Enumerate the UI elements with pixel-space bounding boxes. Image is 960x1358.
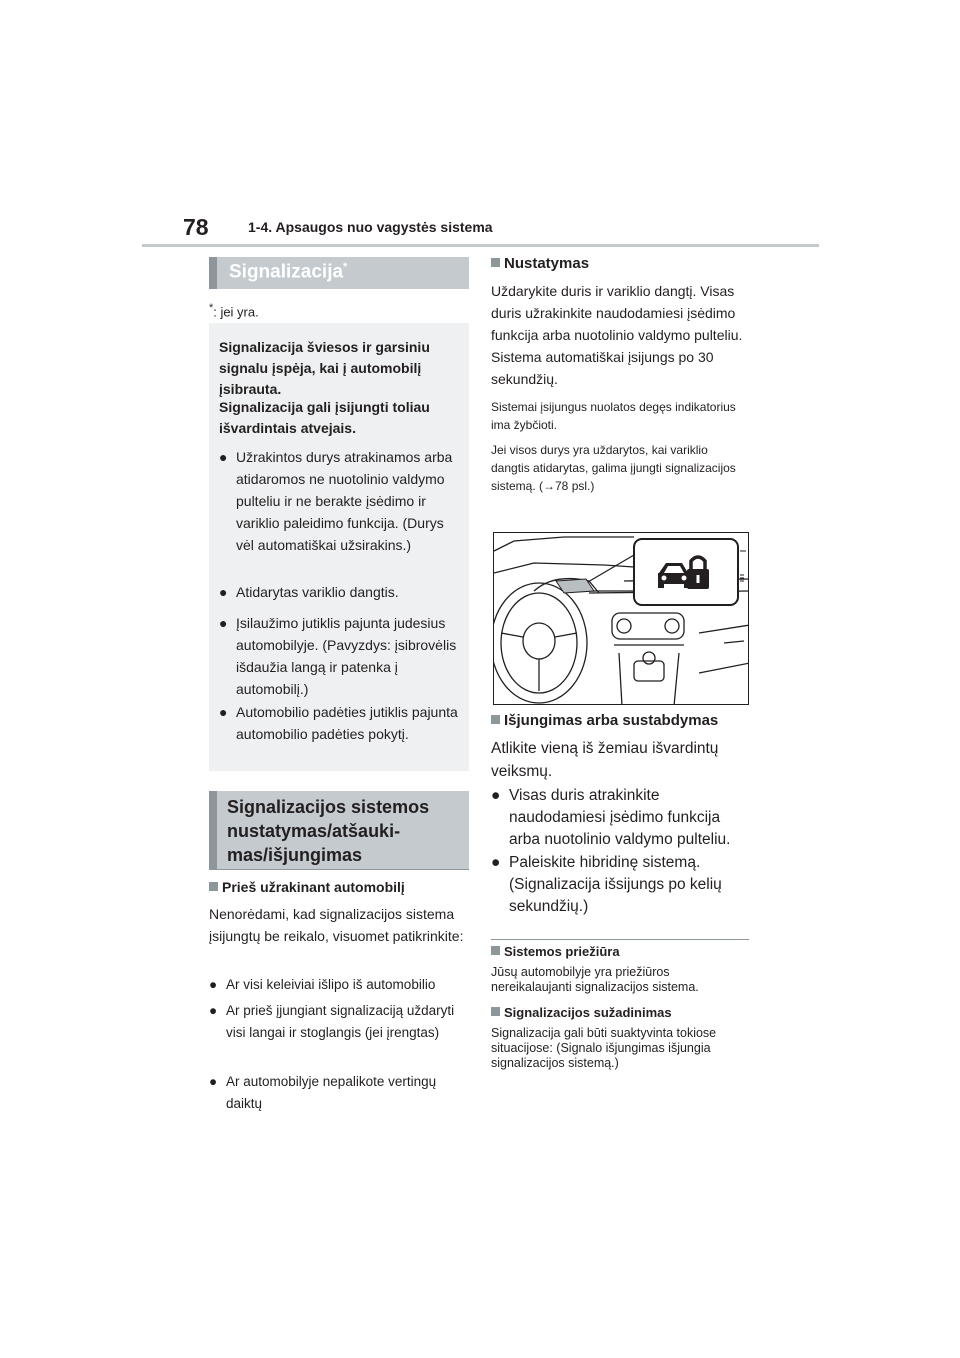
body-text: Atlikite vieną iš žemiau išvardintų veiksmų.	[491, 740, 719, 780]
header-divider	[142, 244, 819, 247]
body-text: Nenorėdami, kad signalizacijos sistema įsijungtų be reikalo, visuomet patikrinkite:	[209, 906, 464, 944]
note-text: Jūsų automobilyje yra priežiūros nereikalaujanti signalizacijos sistema.	[491, 965, 699, 994]
subheading-nustatymas: Nustatymas	[491, 255, 589, 272]
notes-divider	[491, 939, 749, 940]
box-intro-2: Signalizacija gali įsijungti toliau išvardintais atvejais.	[219, 399, 430, 436]
square-icon	[491, 946, 500, 955]
subheading-isjungimas: Išjungimas arba sustabdymas	[491, 712, 718, 729]
box-intro: Signalizacija šviesos ir garsiniu signalu įspėja, kai į automobilį įsibrauta.	[219, 339, 430, 397]
note-heading: Signalizacijos sužadinimas	[491, 1005, 672, 1020]
section-title-signalizacija: Signalizacija*	[229, 261, 348, 283]
section-divider	[209, 869, 469, 870]
page-number: 78	[183, 214, 209, 240]
list-item: ● Ar automobilyje nepalikote vertingų daiktų	[209, 1074, 437, 1111]
list-item: ● Atidarytas variklio dangtis.	[219, 584, 399, 600]
note-text: Signalizacija gali būti suaktyvinta tokiose situacijose: (Signalo išjungimas išjungia signalizacijos sistemą.)	[491, 1026, 717, 1070]
list-item: ● Įsilaužimo jutiklis pajunta judesius automobilyje. (Pavyzdys: įsibrovėlis išdaužia langą ir patenka į automobilį.)	[219, 615, 457, 697]
section-band-signalizacija	[209, 257, 469, 289]
square-icon	[491, 1007, 500, 1016]
list-item: ● Ar visi keleiviai išlipo iš automobilio	[209, 977, 436, 992]
body-text: Uždarykite duris ir variklio dangtį. Visas duris užrakinkite naudodamiesi įsėdimo funkcija arba nuotolinio valdymo pulteliu. Sistema automatiškai įsijungs po 30 sekundžių.	[491, 283, 743, 387]
subheading-pries-uzrakinant: Prieš užrakinant automobilį	[209, 879, 405, 895]
section-title-nustatymas: Signalizacijos sistemos nustatymas/atšauki-mas/išjungimas	[227, 797, 430, 865]
section-band-nustatymas	[209, 791, 469, 869]
list-item: ● Paleiskite hibridinę sistemą. (Signalizacija išsijungs po kelių sekundžių.)	[491, 854, 722, 915]
list-item: ● Užrakintos durys atrakinamos arba atidaromos ne nuotolinio valdymo pulteliu ir ne berakte įsėdimo ir variklio paleidimo funkcija. (Durys vėl automatiškai užsirakins.)	[219, 449, 453, 553]
note-heading: Sistemos priežiūra	[491, 944, 620, 959]
square-icon	[491, 715, 500, 724]
info-box	[209, 323, 469, 771]
dashboard-drawing	[494, 533, 749, 705]
square-icon	[209, 882, 218, 891]
list-item: ● Visas duris atrakinkite naudodamiesi įsėdimo funkcija arba nuotolinio valdymo pulteliu.	[491, 787, 731, 848]
list-item: ● Ar prieš įjungiant signalizaciją uždaryti visi langai ir stoglangis (jei įrengtas)	[209, 1003, 455, 1040]
section-title: 1-4. Apsaugos nuo vagystės sistema	[248, 219, 493, 235]
note-text: Sistemai įsijungus nuolatos degęs indikatorius ima žybčioti.	[491, 400, 736, 432]
footnote: *: jei yra.	[209, 302, 259, 320]
list-item: ● Automobilio padėties jutiklis pajunta automobilio padėties pokytį.	[219, 704, 458, 742]
dashboard-illustration	[493, 532, 749, 705]
note-text: Jei visos durys yra uždarytos, kai variklio dangtis atidarytas, galima įjungti signalizacijos sistemą. (→78 psl.)	[491, 443, 736, 493]
square-icon	[491, 258, 500, 267]
